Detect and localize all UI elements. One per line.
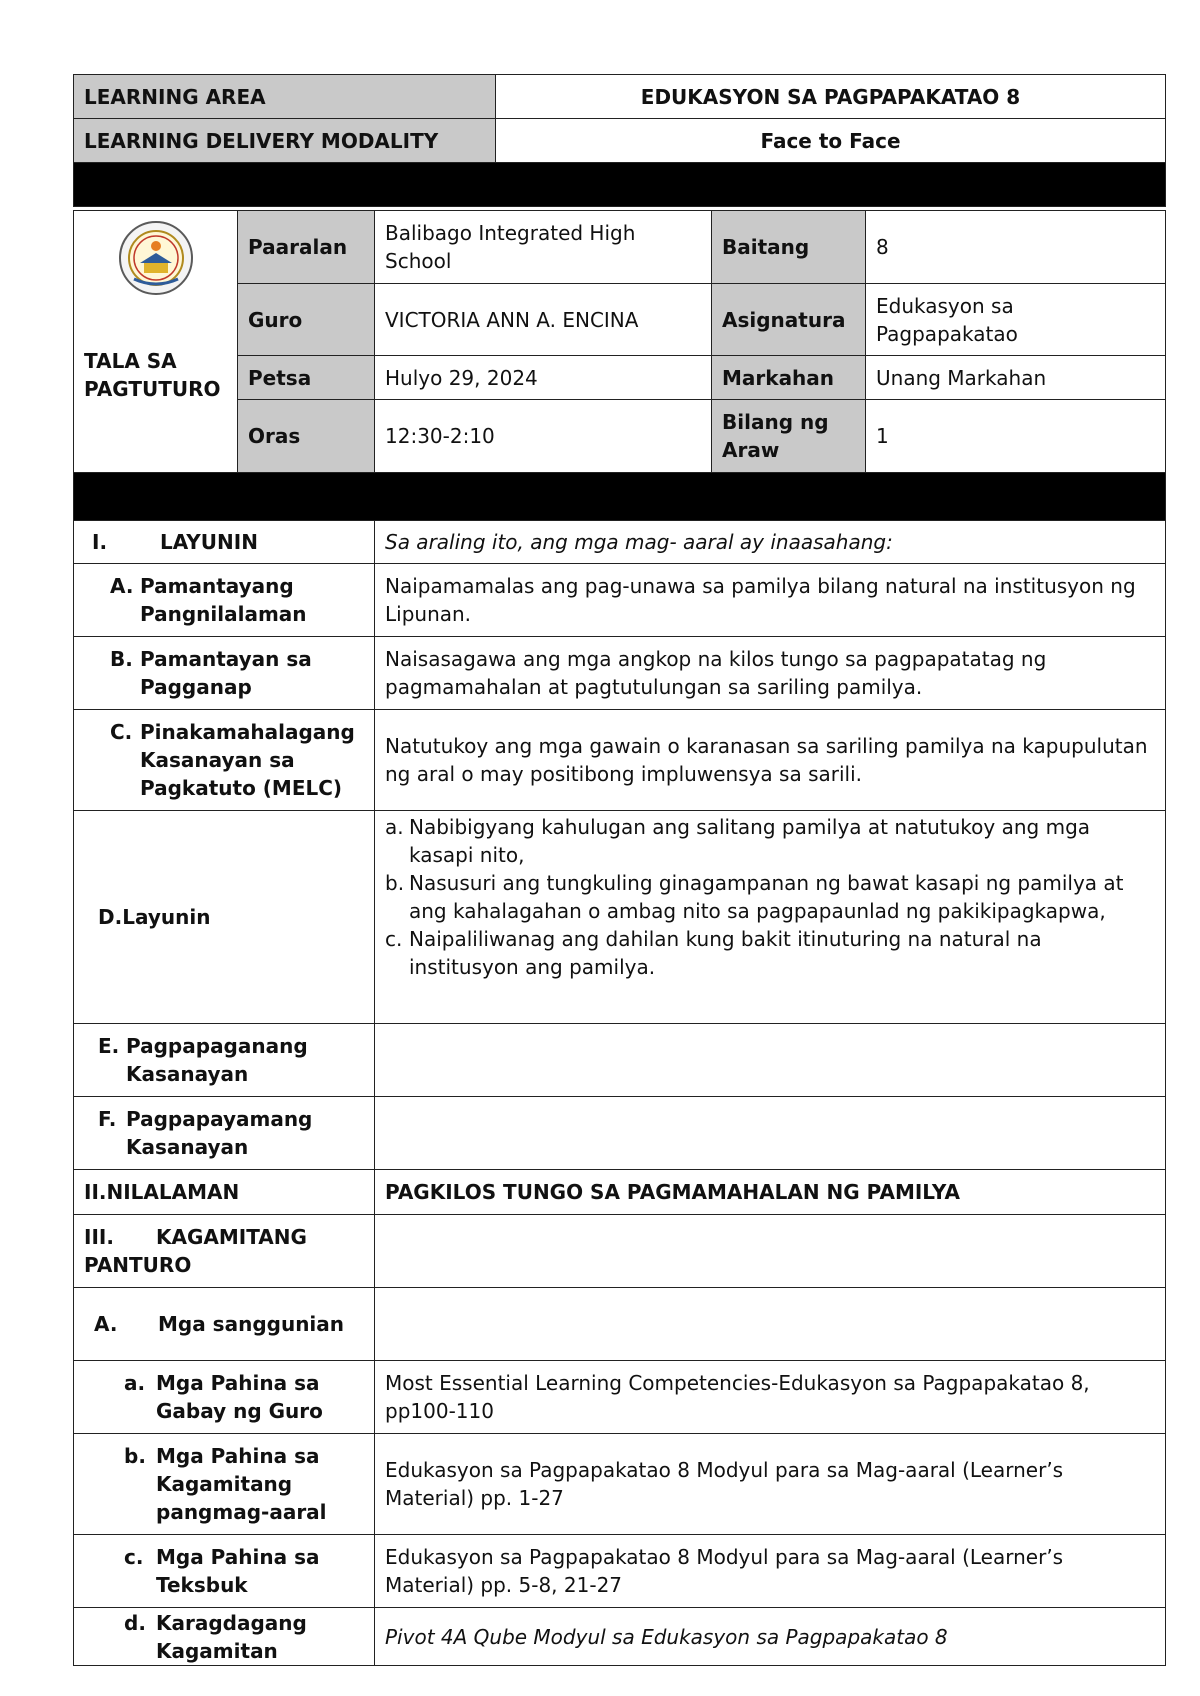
paaralan-label: Paaralan [238, 211, 375, 284]
plan-table [73, 520, 1166, 1666]
table-row [74, 1097, 1166, 1170]
section-number: A. [110, 574, 134, 598]
asignatura-value: Edukasyon sa Pagpapakatao [866, 284, 1166, 356]
melc-label [74, 710, 375, 811]
section-label: Pagpapaganang Kasanayan [126, 1034, 308, 1086]
oras-value: 12:30-2:10 [375, 400, 712, 473]
table-row [74, 1170, 1166, 1215]
gabay-guro-label [74, 1361, 375, 1434]
modality-value: Face to Face [496, 119, 1166, 163]
document-title: TALA SA PAGTUTURO [84, 349, 221, 401]
nilalaman-label [74, 1170, 375, 1215]
table-row [74, 1215, 1166, 1288]
list-item [385, 869, 1155, 925]
teksbuk-label [74, 1535, 375, 1608]
section-number: c. [124, 1545, 144, 1569]
section-label: KAGAMITANG PANTURO [84, 1225, 307, 1277]
section-number: d. [124, 1610, 146, 1635]
item-marker: c. [385, 927, 403, 951]
item-text: Nasusuri ang tungkuling ginagampanan ng bawat kasapi ng pamilya at ang kahalagahan o ambag nito sa pagpapaunlad ng pakikipagkapwa, [409, 871, 1124, 923]
d-layunin-value [375, 811, 1166, 1024]
section-number: B. [110, 647, 133, 671]
modality-label: LEARNING DELIVERY MODALITY [74, 119, 496, 163]
section-label: Pagpapayamang Kasanayan [126, 1107, 313, 1159]
header-table [73, 74, 1166, 207]
layunin-value: Sa araling ito, ang mga mag- aaral ay inaasahang: [375, 521, 1166, 564]
kagamitang-panturo-value [375, 1215, 1166, 1288]
info-table [73, 210, 1166, 521]
baitang-label: Baitang [712, 211, 866, 284]
pagpapayamang-value [375, 1097, 1166, 1170]
section-number: F. [98, 1107, 117, 1131]
section-label: Mga sanggunian [158, 1312, 345, 1336]
bilang-value: 1 [866, 400, 1166, 473]
melc-value: Natutukoy ang mga gawain o karanasan sa sariling pamilya na kapupulutan ng aral o may positibong impluwensya sa sarili. [375, 710, 1166, 811]
bilang-label: Bilang ng Araw [712, 400, 866, 473]
section-label: Pamantayan sa Pagganap [140, 647, 312, 699]
pamantayang-pangnilalaman-value: Naipamamalas ang pag-unawa sa pamilya bilang natural na institusyon ng Lipunan. [375, 564, 1166, 637]
petsa-label: Petsa [238, 356, 375, 400]
guro-label: Guro [238, 284, 375, 356]
table-row [74, 811, 1166, 1024]
karagdagang-value: Pivot 4A Qube Modyul sa Edukasyon sa Pagpapakatao 8 [375, 1608, 1166, 1666]
section-label: Mga Pahina sa Kagamitang pangmag-aaral [156, 1444, 327, 1524]
list-item [385, 813, 1155, 869]
section-label: Mga Pahina sa Teksbuk [156, 1545, 320, 1597]
section-number: A. [94, 1312, 118, 1336]
petsa-value: Hulyo 29, 2024 [375, 356, 712, 400]
section-number: I. [92, 530, 108, 554]
learning-area-value: EDUKASYON SA PAGPAPAKATAO 8 [496, 75, 1166, 119]
nilalaman-value: PAGKILOS TUNGO SA PAGMAMAHALAN NG PAMILYA [375, 1170, 1166, 1215]
markahan-label: Markahan [712, 356, 866, 400]
teksbuk-value: Edukasyon sa Pagpapakatao 8 Modyul para sa Mag-aaral (Learner’s Material) pp. 5-8, 21-27 [375, 1535, 1166, 1608]
section-label: Karagdagang Kagamitan [156, 1610, 307, 1663]
pamantayang-pangnilalaman-label [74, 564, 375, 637]
section-label: Pamantayang Pangnilalaman [140, 574, 307, 626]
item-marker: b. [385, 871, 405, 895]
section-label: LAYUNIN [160, 530, 258, 554]
section-number: II. [84, 1180, 107, 1204]
section-number: III. [84, 1225, 114, 1249]
learning-area-label: LEARNING AREA [74, 75, 496, 119]
pamantayan-sa-pagganap-label [74, 637, 375, 710]
oras-label: Oras [238, 400, 375, 473]
school-logo-cell [74, 211, 238, 473]
markahan-value: Unang Markahan [866, 356, 1166, 400]
pagpapayamang-label [74, 1097, 375, 1170]
table-row [74, 1024, 1166, 1097]
section-label: NILALAMAN [106, 1180, 240, 1204]
school-seal-icon [114, 219, 198, 297]
karagdagang-label [74, 1608, 375, 1666]
kagamitang-panturo-label [74, 1215, 375, 1288]
item-marker: a. [385, 815, 404, 839]
table-row [74, 1361, 1166, 1434]
section-number: a. [124, 1371, 146, 1395]
table-row [74, 521, 1166, 564]
pamantayan-sa-pagganap-value: Naisasagawa ang mga angkop na kilos tungo sa pagpapatatag ng pagmamahalan at pagtutulungan sa sariling pamilya. [375, 637, 1166, 710]
table-row [74, 564, 1166, 637]
guro-value: VICTORIA ANN A. ENCINA [375, 284, 712, 356]
black-divider [74, 163, 1166, 207]
section-label: Mga Pahina sa Gabay ng Guro [156, 1371, 323, 1423]
item-text: Nabibigyang kahulugan ang salitang pamilya at natutukoy ang mga kasapi nito, [409, 815, 1091, 867]
table-row [74, 1608, 1166, 1666]
table-row [74, 1288, 1166, 1361]
table-row [74, 1535, 1166, 1608]
asignatura-label: Asignatura [712, 284, 866, 356]
objectives-list [385, 813, 1155, 981]
list-item [385, 925, 1155, 981]
section-number: b. [124, 1444, 146, 1468]
table-row [74, 637, 1166, 710]
pagpapaganang-value [375, 1024, 1166, 1097]
section-label: Pinakamahalagang Kasanayan sa Pagkatuto (MELC) [140, 720, 355, 800]
gabay-guro-value: Most Essential Learning Competencies-Edukasyon sa Pagpapakatao 8, pp100-110 [375, 1361, 1166, 1434]
kagamitang-pangmag-aaral-label [74, 1434, 375, 1535]
sanggunian-value [375, 1288, 1166, 1361]
table-row [74, 710, 1166, 811]
baitang-value: 8 [866, 211, 1166, 284]
pagpapaganang-label [74, 1024, 375, 1097]
layunin-label [74, 521, 375, 564]
kagamitang-pangmag-aaral-value: Edukasyon sa Pagpapakatao 8 Modyul para sa Mag-aaral (Learner’s Material) pp. 1-27 [375, 1434, 1166, 1535]
item-text: Naipaliliwanag ang dahilan kung bakit itinuturing na natural na institusyon ang pamilya. [409, 927, 1042, 979]
black-divider-2 [74, 473, 1166, 521]
paaralan-value: Balibago Integrated High School [375, 211, 712, 284]
section-number: C. [110, 720, 133, 744]
table-row [74, 1434, 1166, 1535]
sanggunian-label [74, 1288, 375, 1361]
d-layunin-label: D.Layunin [74, 811, 375, 1024]
section-number: E. [98, 1034, 120, 1058]
